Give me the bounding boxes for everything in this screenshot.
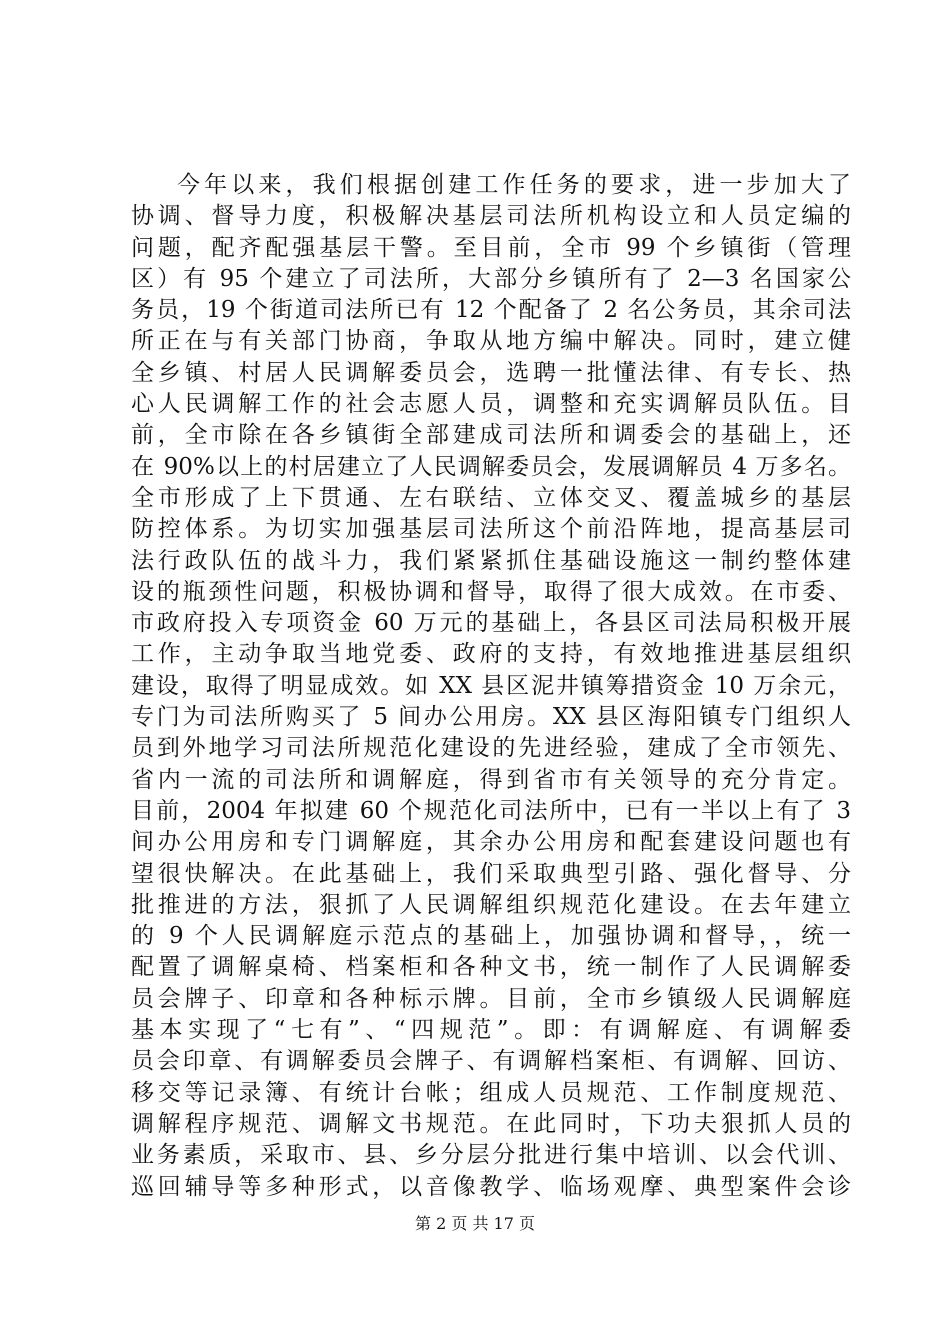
text-line: 前，全市除在各乡镇街全部建成司法所和调委会的基础上，还 <box>131 422 851 449</box>
text-line: 目前，2004 年拟建 60 个规范化司法所中，已有一半以上有了 3 <box>131 797 851 824</box>
text-line: 间办公用房和专门调解庭，其余办公用房和配套建设问题也有 <box>131 829 851 856</box>
text-line: 协调、督导力度，积极解决基层司法所机构设立和人员定编的 <box>131 203 851 230</box>
text-line: 调解程序规范、调解文书规范。在此同时，下功夫狠抓人员的 <box>131 1110 851 1137</box>
text-line: 全市形成了上下贯通、左右联结、立体交叉、覆盖城乡的基层 <box>131 484 851 511</box>
body-paragraph <box>131 170 851 1203</box>
text-line: 基本实现了“七有”、“四规范”。即：有调解庭、有调解委 <box>131 1017 851 1044</box>
text-line: 望很快解决。在此基础上，我们采取典型引路、强化督导、分 <box>131 860 851 887</box>
text-line: 移交等记录簿、有统计台帐；组成人员规范、工作制度规范、 <box>131 1079 851 1106</box>
text-line: 建设，取得了明显成效。如 XX 县区泥井镇筹措资金 10 万余元， <box>131 672 851 699</box>
text-line: 所正在与有关部门协商，争取从地方编中解决。同时，建立健 <box>131 328 851 355</box>
page-number-footer: 第 2 页 共 17 页 <box>415 1214 535 1233</box>
text-line: 防控体系。为切实加强基层司法所这个前沿阵地，提高基层司 <box>131 516 851 543</box>
text-line: 问题，配齐配强基层干警。至目前，全市 99 个乡镇街（管理 <box>131 234 851 261</box>
text-line: 员会印章、有调解委员会牌子、有调解档案柜、有调解、回访、 <box>131 1048 851 1075</box>
text-line: 批推进的方法，狠抓了人民调解组织规范化建设。在去年建立 <box>131 891 851 918</box>
text-line: 员到外地学习司法所规范化建设的先进经验，建成了全市领先、 <box>131 735 851 762</box>
text-line: 的 9 个人民调解庭示范点的基础上，加强协调和督导，，统一 <box>131 923 851 950</box>
text-line: 区）有 95 个建立了司法所，大部分乡镇所有了 2—3 名国家公 <box>131 265 851 292</box>
text-line: 在 90%以上的村居建立了人民调解委员会，发展调解员 4 万多名。 <box>131 453 851 480</box>
text-line: 心人民调解工作的社会志愿人员，调整和充实调解员队伍。目 <box>131 391 851 418</box>
text-line: 今年以来，我们根据创建工作任务的要求，进一步加大了 <box>177 172 851 198</box>
text-line: 全乡镇、村居人民调解委员会，选聘一批懂法律、有专长、热 <box>131 359 851 386</box>
text-line: 市政府投入专项资金 60 万元的基础上，各县区司法局积极开展 <box>131 610 851 637</box>
text-line: 专门为司法所购买了 5 间办公用房。XX 县区海阳镇专门组织人 <box>131 704 851 731</box>
text-line: 法行政队伍的战斗力，我们紧紧抓住基础设施这一制约整体建 <box>131 547 851 574</box>
text-line: 配置了调解桌椅、档案柜和各种文书，统一制作了人民调解委 <box>131 954 851 981</box>
text-line: 省内一流的司法所和调解庭，得到省市有关领导的充分肯定。 <box>131 766 851 793</box>
text-line: 员会牌子、印章和各种标示牌。目前，全市乡镇级人民调解庭 <box>131 985 851 1012</box>
text-line: 设的瓶颈性问题，积极协调和督导，取得了很大成效。在市委、 <box>131 578 851 605</box>
text-line: 工作，主动争取当地党委、政府的支持，有效地推进基层组织 <box>131 641 851 668</box>
text-line: 巡回辅导等多种形式，以音像教学、临场观摩、典型案件会诊 <box>131 1173 851 1200</box>
text-line: 业务素质，采取市、县、乡分层分批进行集中培训、以会代训、 <box>131 1142 851 1169</box>
text-line: 务员，19 个街道司法所已有 12 个配备了 2 名公务员，其余司法 <box>131 297 851 324</box>
